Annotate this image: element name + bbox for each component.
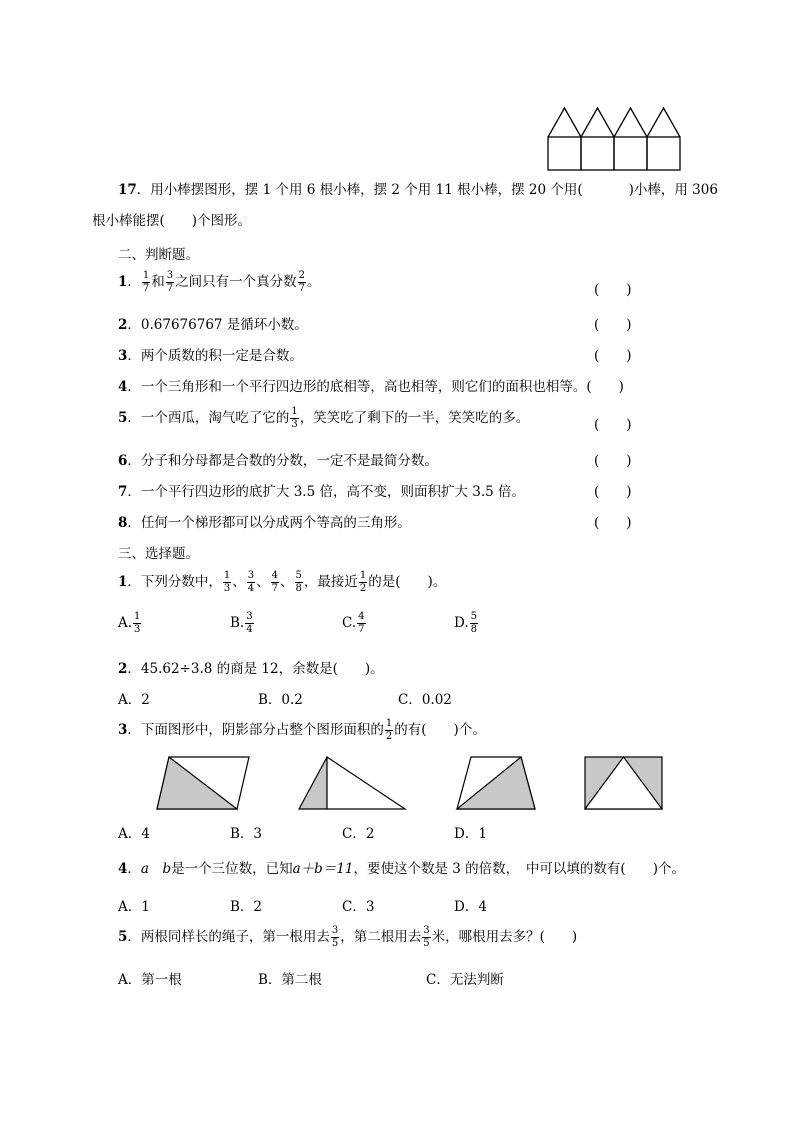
option-b[interactable]: B．第二根 [258,972,322,988]
option-c[interactable]: C．3 [342,899,375,915]
section3-title: 三、选择题。 [118,546,199,562]
shape-triangle [297,755,409,811]
judge-item-8: 8．任何一个梯形都可以分成两个等高的三角形。 [118,515,411,531]
shape-parallelogram [155,755,251,811]
option-a[interactable]: A．1 [118,899,150,915]
judge-item-5: 5．一个西瓜，淘气吃了它的 $\frac{1}{3}$ ，笑笑吃了剩下的一半，笑笑吃的多。 [118,406,530,430]
shape-trapezoid [455,755,537,811]
q17-line1 [118,178,718,198]
answer-paren[interactable]: ( ) [594,348,632,364]
option-b[interactable]: B．3 [230,826,263,842]
fraction: $\frac{3}{7}$ [166,270,174,294]
option-a[interactable]: A．2 [118,692,150,708]
option-a[interactable]: A．4 [118,826,150,842]
option-b[interactable]: B. $\frac{3}{4}$ [230,611,253,635]
fraction: $\frac{1}{7}$ [142,270,150,294]
fraction: $\frac{1}{2}$ [385,718,393,742]
option-b[interactable]: B．2 [230,899,263,915]
option-b[interactable]: B．0.2 [258,692,303,708]
fraction: $\frac{1}{2}$ [359,570,367,594]
judge-item-2: 2．0.67676767 是循环小数。 [118,317,308,333]
q17-text-a: ．用小棒摆图形，摆 1 个用 6 根小棒，摆 2 个用 11 根小棒，摆 20 个用( [136,182,583,198]
fraction: $\frac{3}{5}$ [423,925,430,949]
option-a[interactable]: A．第一根 [118,972,182,988]
fraction: $\frac{3}{4}$ [247,570,255,594]
judge-item-6: 6．分子和分母都是合数的分数，一定不是最简分数。 [118,453,438,469]
answer-paren[interactable]: ( ) [594,453,632,469]
choice-q1: 1．下列分数中， $\frac{1}{3}$ 、 $\frac{3}{4}$ 、 $\frac{4}{7}$ 、 $\frac{5}{8}$ ，最接近 $\frac{1}{2}$ 的是( )。 [118,570,447,594]
option-a[interactable]: A. $\frac{1}{3}$ [118,611,141,635]
judge-item-4: 4．一个三角形和一个平行四边形的底相等，高也相等，则它们的面积也相等。( ) [118,379,624,395]
q17-text-b: )小棒，用 306 [628,182,718,198]
choice-q4: 4．a b是一个三位数，已知a＋b＝11，要使这个数是 3 的倍数， 中可以填的数有( )个。 [118,861,685,877]
item-number: 1 [118,274,128,290]
option-d[interactable]: D. $\frac{5}{8}$ [454,611,478,635]
judge-item-1: 1． $\frac{1}{7}$ 和 $\frac{3}{7}$ 之间只有一个真分数 $\frac{2}{7}$ 。 [118,270,321,294]
judge-item-3: 3．两个质数的积一定是合数。 [118,348,303,364]
answer-paren[interactable]: ( ) [594,515,632,531]
shape-rectangle [583,755,665,811]
fraction: $\frac{2}{7}$ [298,270,306,294]
fraction: $\frac{1}{3}$ [291,406,298,430]
q17-number: 17 [118,182,137,198]
judge-item-7: 7．一个平行四边形的底扩大 3.5 倍，高不变，则面积扩大 3.5 倍。 [118,484,526,500]
option-c[interactable]: C．2 [342,826,375,842]
choice-q3: 3．下面图形中，阴影部分占整个图形面积的 $\frac{1}{2}$ 的有( )个。 [118,718,486,742]
section2-title: 二、判断题。 [118,247,199,263]
choice-q2: 2．45.62÷3.8 的商是 12，余数是( )。 [118,661,384,677]
matchstick-houses-figure [545,105,685,173]
answer-paren[interactable]: ( ) [594,484,632,500]
answer-paren[interactable]: ( ) [594,417,632,433]
option-c[interactable]: C. $\frac{4}{7}$ [342,611,365,635]
answer-paren[interactable]: ( ) [594,282,632,298]
fraction: $\frac{5}{8}$ [295,570,302,594]
option-d[interactable]: D．4 [454,899,487,915]
option-c[interactable]: C．0.02 [398,692,452,708]
q17-line2: 根小棒能摆( )个图形。 [92,213,252,229]
choice-q5: 5．两根同样长的绳子，第一根用去 $\frac{3}{5}$ ，第二根用去 $\frac{3}{5}$ 米，哪根用去多？( ) [118,925,578,949]
answer-paren[interactable]: ( ) [594,317,632,333]
fraction: $\frac{4}{7}$ [271,570,279,594]
fraction: $\frac{1}{3}$ [223,570,231,594]
fraction: $\frac{3}{5}$ [331,925,339,949]
option-c[interactable]: C．无法判断 [426,972,504,988]
option-d[interactable]: D．1 [454,826,487,842]
